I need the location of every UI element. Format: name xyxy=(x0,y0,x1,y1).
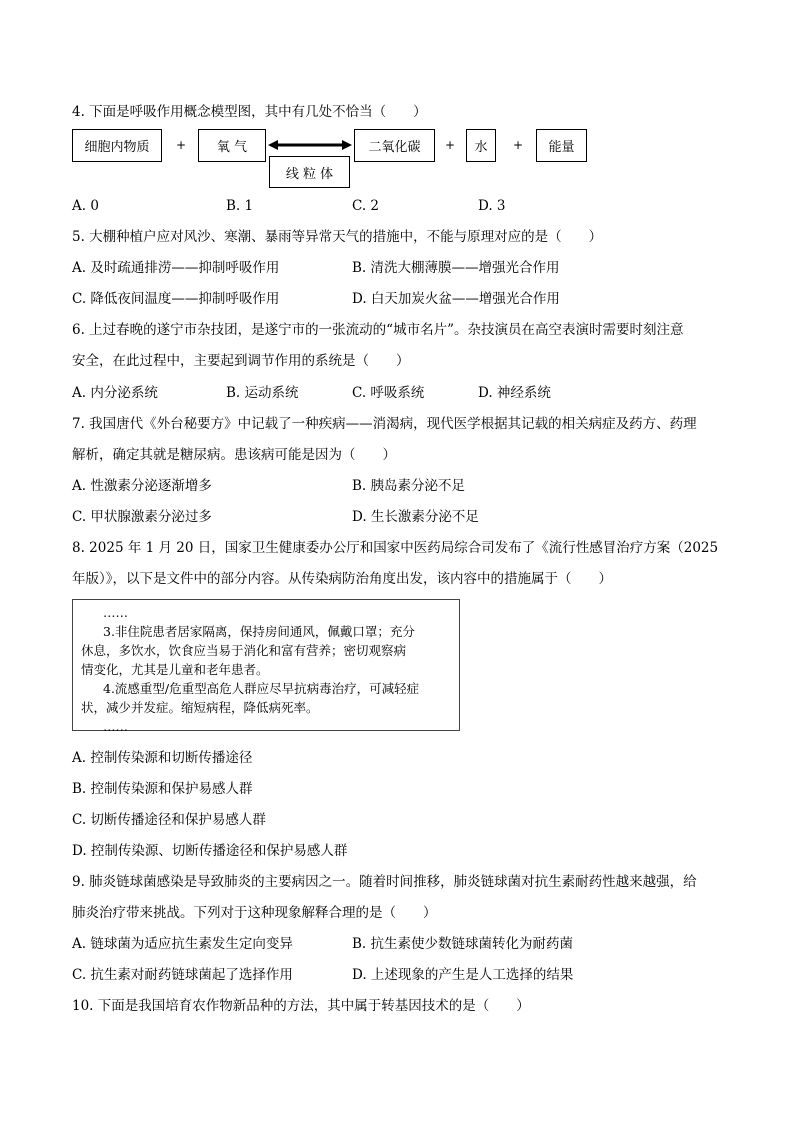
double-arrow-icon xyxy=(268,139,352,151)
q5-stem: 5. 大棚种植户应对风沙、寒潮、暴雨等异常天气的措施中，不能与原理对应的是（ ） xyxy=(72,229,603,245)
q8-stem-line2: 年版）》，以下是文件中的部分内容。从传染病防治角度出发，该内容中的措施属于（ ） xyxy=(72,571,612,587)
q8-option-a[interactable]: A. 控制传染源和切断传播途径 xyxy=(72,750,253,766)
q7-option-b[interactable]: B. 胰岛素分泌不足 xyxy=(352,478,466,494)
reactant-cell-substance-box: 细胞内物质 xyxy=(72,129,162,162)
excerpt-item3-line1: 3.非住院患者居家隔离，保持房间通风，佩戴口罩；充分 xyxy=(103,624,415,639)
q6-option-a[interactable]: A. 内分泌系统 xyxy=(72,385,158,401)
q9-option-c[interactable]: C. 抗生素对耐药链球菌起了选择作用 xyxy=(72,967,293,983)
q7-stem-line1: 7. 我国唐代《外台秘要方》中记载了一种疾病——消渴病，现代医学根据其记载的相关病症及药方、药理 xyxy=(72,416,697,432)
q5-option-c[interactable]: C. 降低夜间温度——抑制呼吸作用 xyxy=(72,291,280,307)
q6-stem-line1: 6. 上过春晚的遂宁市杂技团，是遂宁市的一张流动的“城市名片”。杂技演员在高空表演时需要时刻注意 xyxy=(72,322,684,338)
q8-option-d[interactable]: D. 控制传染源、切断传播途径和保护易感人群 xyxy=(72,843,348,859)
q6-option-c[interactable]: C. 呼吸系统 xyxy=(352,385,425,401)
q4-stem: 4. 下面是呼吸作用概念模型图，其中有几处不恰当（ ） xyxy=(72,104,427,120)
q7-option-c[interactable]: C. 甲状腺激素分泌过多 xyxy=(72,509,212,525)
q8-stem-line1: 8. 2025 年 1 月 20 日，国家卫生健康委办公厅和国家中医药局综合司发布了《流行性感冒治疗方案（2025 xyxy=(72,540,719,556)
plus-sign: + xyxy=(513,138,524,152)
q7-stem-line2: 解析，确定其就是糖尿病。患该病可能是因为（ ） xyxy=(72,447,396,463)
q9-option-a[interactable]: A. 链球菌为适应抗生素发生定向变异 xyxy=(72,936,293,952)
excerpt-ellipsis: …… xyxy=(103,719,128,734)
q6-option-b[interactable]: B. 运动系统 xyxy=(226,385,299,401)
plus-sign: + xyxy=(176,138,187,152)
product-energy-box: 能量 xyxy=(536,129,587,162)
q6-option-d[interactable]: D. 神经系统 xyxy=(478,385,551,401)
q5-option-d[interactable]: D. 白天加炭火盆——增强光合作用 xyxy=(352,291,560,307)
q9-option-b[interactable]: B. 抗生素使少数链球菌转化为耐药菌 xyxy=(352,936,574,952)
q4-option-a[interactable]: A. 0 xyxy=(72,198,99,214)
reactant-oxygen-box: 氧 气 xyxy=(198,129,266,162)
q6-stem-line2: 安全，在此过程中，主要起到调节作用的系统是（ ） xyxy=(72,353,410,369)
q4-option-c[interactable]: C. 2 xyxy=(352,198,380,214)
excerpt-item4-line1: 4.流感重型/危重型高危人群应尽早抗病毒治疗，可减轻症 xyxy=(103,681,420,696)
q4-option-d[interactable]: D. 3 xyxy=(478,198,506,214)
q9-stem-line1: 9. 肺炎链球菌感染是导致肺炎的主要病因之一。随着时间推移，肺炎链球菌对抗生素耐药性越来越强，给 xyxy=(72,874,697,890)
q5-option-a[interactable]: A. 及时疏通排涝——抑制呼吸作用 xyxy=(72,260,280,276)
excerpt-item4-line2: 状，减少并发症。缩短病程，降低病死率。 xyxy=(81,700,319,715)
q8-option-b[interactable]: B. 控制传染源和保护易感人群 xyxy=(72,781,253,797)
plus-sign: + xyxy=(445,138,456,152)
excerpt-item3-line2: 休息，多饮水，饮食应当易于消化和富有营养；密切观察病 xyxy=(81,643,407,658)
q7-option-a[interactable]: A. 性激素分泌逐渐增多 xyxy=(72,478,212,494)
q8-option-c[interactable]: C. 切断传播途径和保护易感人群 xyxy=(72,812,266,828)
q8-document-excerpt xyxy=(72,599,460,734)
q7-option-d[interactable]: D. 生长激素分泌不足 xyxy=(352,509,479,525)
excerpt-ellipsis: …… xyxy=(103,605,128,620)
q9-stem-line2: 肺炎治疗带来挑战。下列对于这种现象解释合理的是（ ） xyxy=(72,905,437,921)
q5-option-b[interactable]: B. 清洗大棚薄膜——增强光合作用 xyxy=(352,260,560,276)
q9-option-d[interactable]: D. 上述现象的产生是人工选择的结果 xyxy=(352,967,574,983)
mitochondria-box: 线 粒 体 xyxy=(269,156,350,188)
q4-option-b[interactable]: B. 1 xyxy=(226,198,254,214)
product-co2-box: 二氧化碳 xyxy=(354,129,435,162)
product-water-box: 水 xyxy=(466,129,496,162)
excerpt-item3-line3: 情变化，尤其是儿童和老年患者。 xyxy=(81,662,269,677)
q10-stem: 10. 下面是我国培育农作物新品种的方法，其中属于转基因技术的是（ ） xyxy=(72,998,530,1014)
